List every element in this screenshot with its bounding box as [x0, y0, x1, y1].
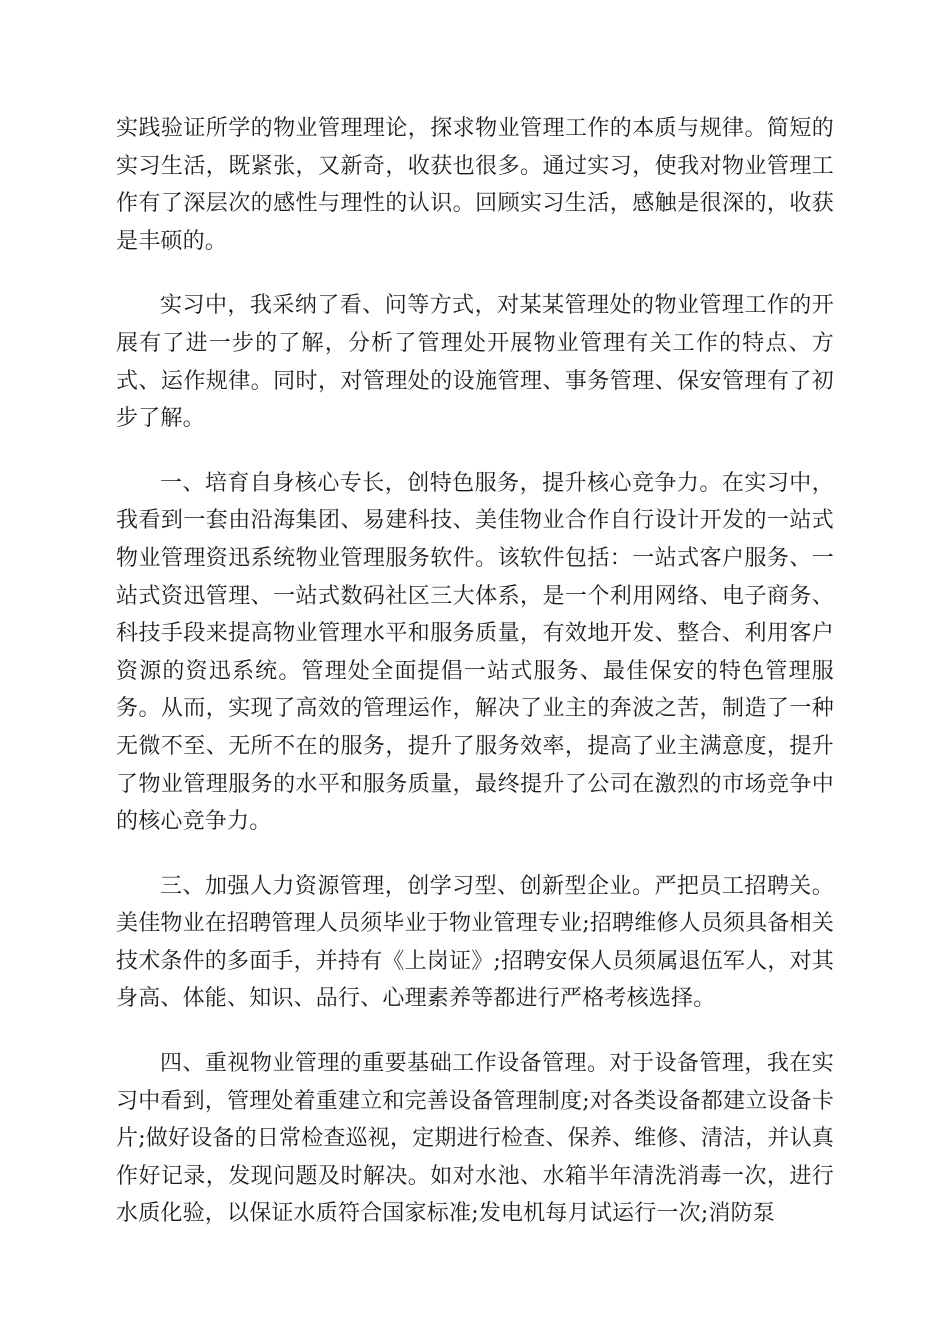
- document-body: [116, 110, 834, 1260]
- paragraph-3: 一、培育自身核心专长，创特色服务，提升核心竞争力。在实习中，我看到一套由沿海集团、易建科技、美佳物业合作自行设计开发的一站式物业管理资迅系统物业管理服务软件。该软件包括：一站式客户服务、一站式资迅管理、一站式数码社区三大体系，是一个利用网络、电子商务、科技手段来提高物业管理水平和服务质量，有效地开发、整合、利用客户资源的资迅系统。管理处全面提倡一站式服务、最佳保安的特色管理服务。从而，实现了高效的管理运作，解决了业主的奔波之苦，制造了一种无微不至、无所不在的服务，提升了服务效率，提高了业主满意度，提升了物业管理服务的水平和服务质量，最终提升了公司在激烈的市场竞争中的核心竞争力。: [116, 470, 834, 835]
- paragraph-2: 实习中，我采纳了看、问等方式，对某某管理处的物业管理工作的开展有了进一步的了解，分析了管理处开展物业管理有关工作的特点、方式、运作规律。同时，对管理处的设施管理、事务管理、保安管理有了初步了解。: [116, 293, 834, 432]
- paragraph-1: 实践验证所学的物业管理理论，探求物业管理工作的本质与规律。简短的实习生活，既紧张，又新奇，收获也很多。通过实习，使我对物业管理工作有了深层次的感性与理性的认识。回顾实习生活，感触是很深的，收获是丰硕的。: [116, 116, 834, 254]
- paragraph-4: 三、加强人力资源管理，创学习型、创新型企业。严把员工招聘关。美佳物业在招聘管理人员须毕业于物业管理专业;招聘维修人员须具备相关技术条件的多面手，并持有《上岗证》;招聘安保人员须属退伍军人，对其身高、体能、知识、品行、心理素养等都进行严格考核选择。: [116, 873, 835, 1012]
- paragraph-5: 四、重视物业管理的重要基础工作设备管理。对于设备管理，我在实习中看到，管理处着重建立和完善设备管理制度;对各类设备都建立设备卡片;做好设备的日常检查巡视，定期进行检查、保养、维修、清洁，并认真作好记录，发现问题及时解决。如对水池、水箱半年清洗消毒一次，进行水质化验，以保证水质符合国家标准;发电机每月试运行一次;消防泵: [116, 1051, 835, 1227]
